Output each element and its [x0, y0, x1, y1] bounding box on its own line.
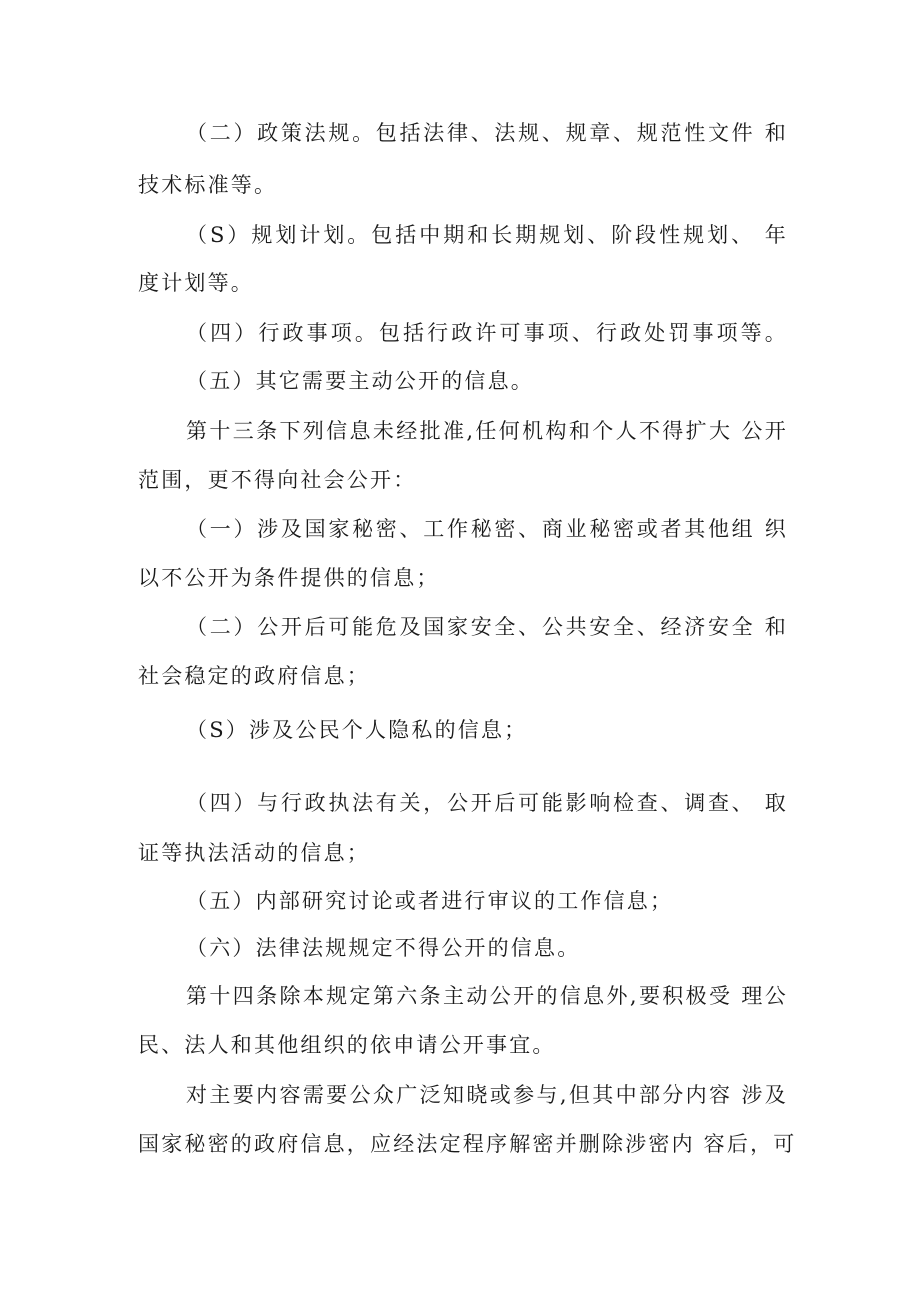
- text-line: （六）法律法规规定不得公开的信息。: [186, 936, 581, 960]
- text-line: 以不公开为条件提供的信息；: [138, 566, 440, 590]
- text-line: （S）涉及公民个人隐私的信息；: [186, 718, 528, 742]
- text-line: 国家秘密的政府信息，应经法定程序解密并删除涉密内 容后，可: [138, 1132, 797, 1156]
- text-line: 对主要内容需要公众广泛知晓或参与,但其中部分内容 涉及: [186, 1083, 788, 1107]
- text-line: （四）与行政执法有关，公开后可能影响检查、调查、 取: [186, 791, 788, 815]
- text-line: 证等执法活动的信息；: [138, 841, 370, 865]
- text-line: （二）公开后可能危及国家安全、公共安全、经济安全 和: [186, 615, 788, 639]
- text-line: （五）其它需要主动公开的信息。: [186, 369, 534, 393]
- text-line: 技术标准等。: [138, 173, 278, 197]
- text-line: （一）涉及国家秘密、工作秘密、商业秘密或者其他组 织: [186, 517, 788, 541]
- text-line: 社会稳定的政府信息；: [138, 664, 370, 688]
- text-line: （五）内部研究讨论或者进行审议的工作信息；: [186, 889, 674, 913]
- text-line: （四）行政事项。包括行政许可事项、行政处罚事项等。: [186, 321, 788, 345]
- text-line: 民、法人和其他组织的依申请公开事宜。: [138, 1033, 556, 1057]
- text-line: 第十四条除本规定第六条主动公开的信息外,要积极受 理公: [186, 984, 788, 1008]
- text-line: 第十三条下列信息未经批准,任何机构和个人不得扩大 公开: [186, 419, 788, 443]
- text-line: （S）规划计划。包括中期和长期规划、阶段性规划、 年: [186, 223, 788, 247]
- text-line: 度计划等。: [138, 271, 254, 295]
- text-line: （二）政策法规。包括法律、法规、规章、规范性文件 和: [186, 121, 788, 145]
- text-line: 范围，更不得向社会公开：: [138, 468, 417, 492]
